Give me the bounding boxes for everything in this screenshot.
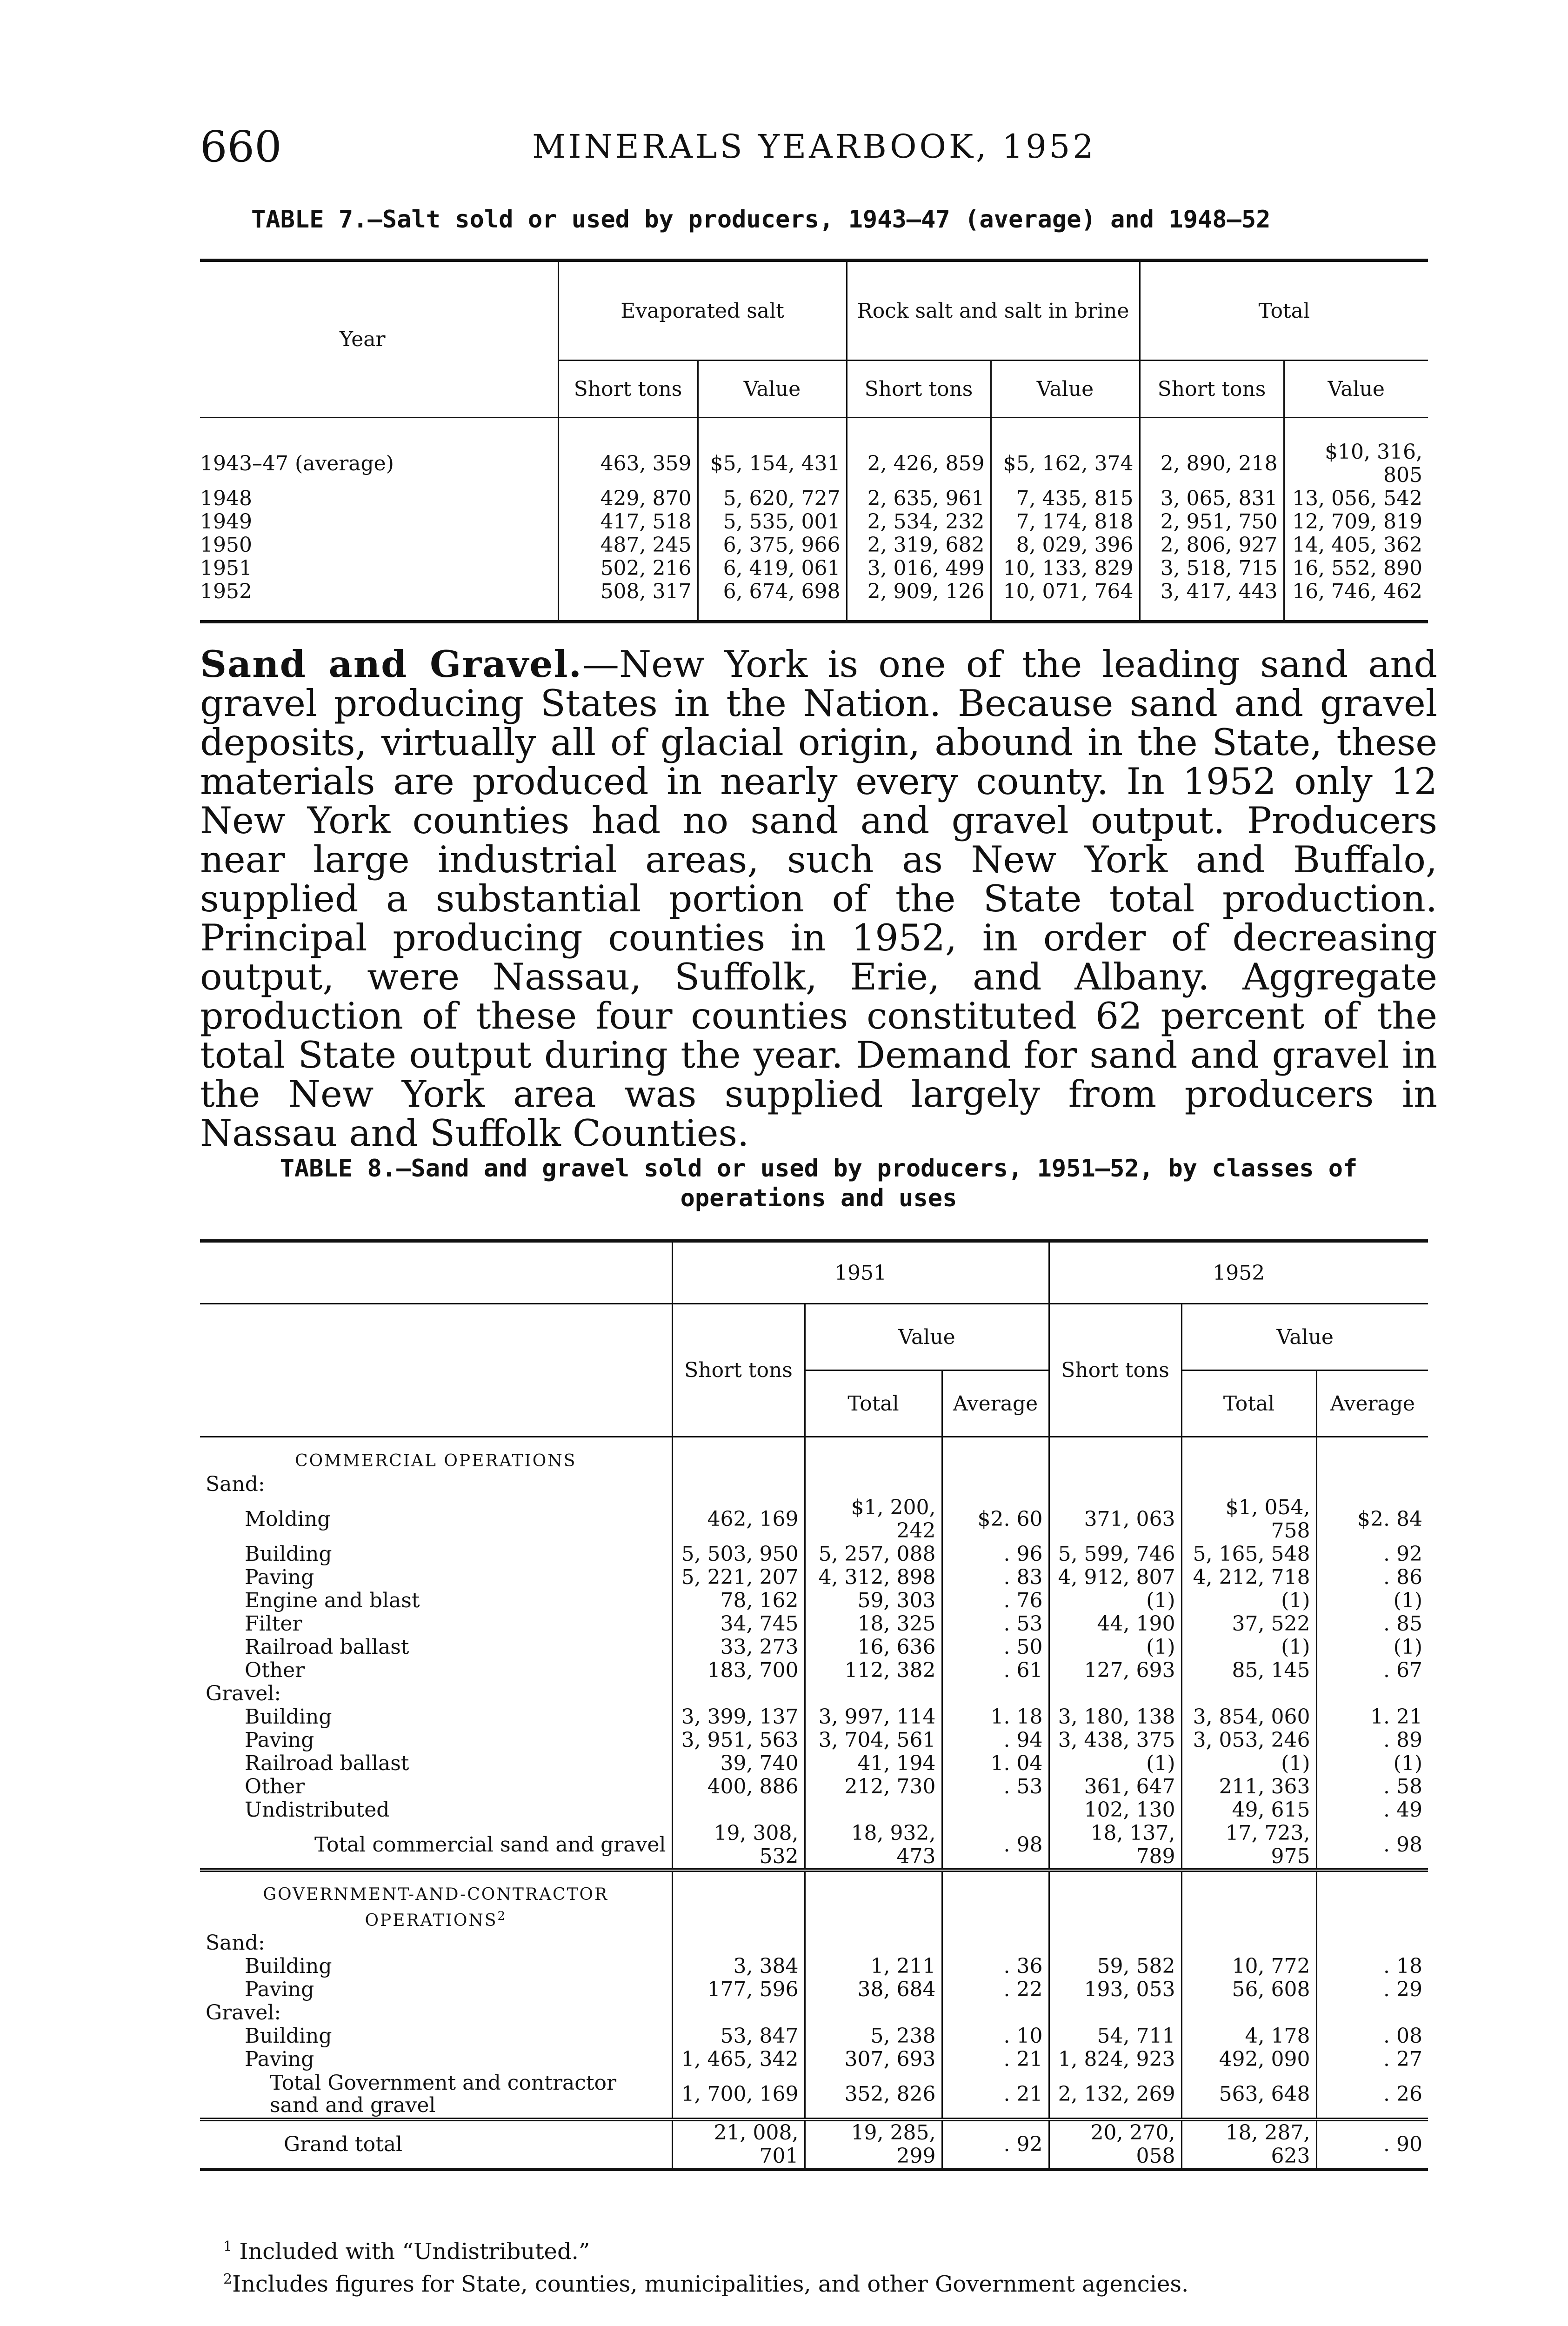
- table7-header-short-tons: Short tons: [847, 361, 991, 418]
- section-heading-commercial: COMMERCIAL OPERATIONS: [200, 1450, 1428, 1473]
- table8-header-value: Value: [805, 1304, 1049, 1370]
- table8-title: TABLE 8.—Sand and gravel sold or used by producers, 1951–52, by classes of operations and uses: [280, 1155, 1358, 1212]
- table7: [200, 259, 1428, 623]
- table7-title: TABLE 7.—Salt sold or used by producers, 1943–47 (average) and 1948–52: [251, 206, 1271, 234]
- group-label-gravel: Gravel:: [200, 2001, 1428, 2025]
- table-row: 1949 417, 518 5, 535, 001 2, 534, 232 7, 174, 818 2, 951, 750 12, 709, 819: [200, 510, 1428, 534]
- table8-header-total: Total: [1181, 1370, 1316, 1437]
- table8-header-value: Value: [1181, 1304, 1428, 1370]
- table8-header-short-tons: Short tons: [1049, 1304, 1181, 1437]
- table-row: Building 3, 399, 137 3, 997, 114 1. 18 3, 180, 138 3, 854, 060 1. 21: [200, 1705, 1428, 1729]
- table-row: Other 400, 886 212, 730 . 53 361, 647 211, 363 . 58: [200, 1775, 1428, 1798]
- footnotes: [223, 2233, 1433, 2298]
- body-paragraph: [200, 642, 1437, 1155]
- group-label-sand: Sand:: [200, 1932, 1428, 1955]
- table-row: Building 53, 847 5, 238 . 10 54, 711 4, 178 . 08: [200, 2025, 1428, 2048]
- table-row: Undistributed 102, 130 49, 615 . 49: [200, 1798, 1428, 1822]
- paragraph-text: —New York is one of the leading sand and gravel producing States in the Nation. Because sand and gravel deposits, virtually all of glacial origin, abound in the State, these materials are produced in nearly every county. In 1952 only 12 New York counties had no sand and gravel output. Producers near large industrial areas, such as New York and Buffalo, supplied a substantial portion of the State total production. Principal producing counties in 1952, in order of decreasing output, were Nassau, Suffolk, Erie, and Albany. Aggregate production of these four counties constituted 62 percent of the total State output during the year. Demand for sand and gravel in the New York area was supplied largely from producers in Nassau and Suffolk Counties.: [200, 643, 1437, 1155]
- table8-header-short-tons: Short tons: [672, 1304, 805, 1437]
- section-heading-government: GOVERNMENT-AND-CONTRACTOR OPERATIONS$^2$: [200, 1884, 1428, 1932]
- table-row: Filter 34, 745 18, 325 . 53 44, 190 37, 522 . 85: [200, 1612, 1428, 1636]
- table-row: Paving 177, 596 38, 684 . 22 193, 053 56, 608 . 29: [200, 1978, 1428, 2001]
- group-label-gravel: Gravel:: [200, 1682, 1428, 1705]
- table-row: Paving 1, 465, 342 307, 693 . 21 1, 824, 923 492, 090 . 27: [200, 2048, 1428, 2071]
- table-row: Paving 3, 951, 563 3, 704, 561 . 94 3, 438, 375 3, 053, 246 . 89: [200, 1729, 1428, 1752]
- table-row-grand-total: Grand total 21, 008, 701 19, 285, 299 . 92 20, 270, 058 18, 287, 623 . 90: [200, 2119, 1428, 2170]
- table7-header-value: Value: [1284, 361, 1428, 418]
- table8-header-average: Average: [1316, 1370, 1428, 1437]
- page-number: 660: [200, 122, 282, 172]
- table8-header-1951: 1951: [672, 1241, 1049, 1304]
- table-row: 1952 508, 317 6, 674, 698 2, 909, 126 10, 071, 764 3, 417, 443 16, 746, 462: [200, 580, 1428, 622]
- table-row: Molding 462, 169 $1, 200, 242 $2. 60 371, 063 $1, 054, 758 $2. 84: [200, 1496, 1428, 1543]
- table8-header-blank: [200, 1241, 672, 1304]
- table7-header-year: Year: [200, 261, 558, 418]
- table7-header-total: Total: [1140, 261, 1428, 361]
- table-row: Railroad ballast 33, 273 16, 636 . 50 (1) (1) (1): [200, 1636, 1428, 1659]
- group-label-sand: Sand:: [200, 1473, 1428, 1496]
- table-row: Building 3, 384 1, 211 . 36 59, 582 10, 772 . 18: [200, 1955, 1428, 1978]
- table-row: Engine and blast 78, 162 59, 303 . 76 (1) (1) (1): [200, 1589, 1428, 1612]
- table7-header-value: Value: [991, 361, 1140, 418]
- table8-header-total: Total: [805, 1370, 942, 1437]
- table7-header-value: Value: [698, 361, 847, 418]
- table7-header-short-tons: Short tons: [558, 361, 698, 418]
- running-title: MINERALS YEARBOOK, 1952: [532, 127, 1096, 166]
- table8: [200, 1239, 1428, 2171]
- table-row: Other 183, 700 112, 382 . 61 127, 693 85, 145 . 67: [200, 1659, 1428, 1682]
- table-row: Building 5, 503, 950 5, 257, 088 . 96 5, 599, 746 5, 165, 548 . 92: [200, 1543, 1428, 1566]
- table8-header-average: Average: [942, 1370, 1049, 1437]
- footnote: $^2$Includes figures for State, counties, municipalities, and other Government agencies.: [223, 2271, 1189, 2297]
- table-row-total-commercial: Total commercial sand and gravel 19, 308, 532 18, 932, 473 . 98 18, 137, 789 17, 723, 975 . 98: [200, 1822, 1428, 1870]
- running-head: [200, 122, 1428, 173]
- table7-header-evaporated: Evaporated salt: [558, 261, 847, 361]
- table-row: 1950 487, 245 6, 375, 966 2, 319, 682 8, 029, 396 2, 806, 927 14, 405, 362: [200, 534, 1428, 557]
- table-row: Paving 5, 221, 207 4, 312, 898 . 83 4, 912, 807 4, 212, 718 . 86: [200, 1566, 1428, 1589]
- table7-header-rock: Rock salt and salt in brine: [847, 261, 1140, 361]
- paragraph-lead: Sand and Gravel.: [200, 642, 582, 686]
- table-row: Railroad ballast 39, 740 41, 194 1. 04 (1) (1) (1): [200, 1752, 1428, 1775]
- table8-header-1952: 1952: [1049, 1241, 1428, 1304]
- table-row-total-government: Total Government and contractor sand and gravel 1, 700, 169 352, 826 . 21 2, 132, 269 563, 648 . 26: [200, 2071, 1428, 2119]
- footnote: $^1$ Included with “Undistributed.”: [223, 2239, 590, 2265]
- table-row: 1951 502, 216 6, 419, 061 3, 016, 499 10, 133, 829 3, 518, 715 16, 552, 890: [200, 557, 1428, 580]
- table-row: 1948 429, 870 5, 620, 727 2, 635, 961 7, 435, 815 3, 065, 831 13, 056, 542: [200, 487, 1428, 510]
- table7-header-short-tons: Short tons: [1140, 361, 1284, 418]
- table-row: 1943–47 (average) 463, 359 $5, 154, 431 2, 426, 859 $5, 162, 374 2, 890, 218 $10, 316, 805: [200, 441, 1428, 487]
